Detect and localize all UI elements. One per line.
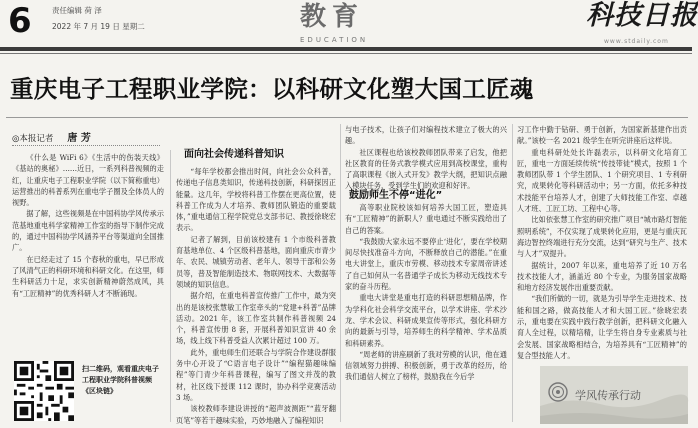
paragraph: 重电大讲堂是重电打造的科研思想精品牌，作为学科化社会科学交流平台，以学术讲座、学术沙龙、学术会议、科研成果宣传等形式，强化科研方向的最新与引导，培养师生的科学精神、学术品质和科研素养。: [345, 293, 507, 348]
paragraph: 高等职业院校该如何培养大国工匠，塑造具有“工匠精神”的新职人？重电通过不断实践给出了自己的答案。: [345, 203, 507, 235]
paragraph: 据统计，2007 年以来，重电培养了近 10 万名技术技能人才，涵盖近 80 个专业，为服务国家战略和地方经济发展作出重要贡献。: [517, 260, 687, 293]
paragraph: 据介绍，在重电科普宣传推广工作中，最为突出的是该校张慧敏工作室牵头的“党建+科普”品牌活动。2021 年，该工作室共制作科普视频 24 个，科普宣传册 8 套，开展科普知识宣讲 40 余场，线上线下科普受益人次累计超过 100 万。: [176, 291, 336, 346]
paragraph: 社区课程也给该校教师团队带来了启发，他把社区教育的任务式教学模式应用到高校课堂，重构了高职课程《嵌入式开发》教学大纲，把知识点融入模块任务，受到学生们的欢迎和好评。: [345, 147, 507, 191]
page-number: 6: [8, 1, 32, 41]
website-address: www.stdaily.com: [604, 38, 669, 45]
paragraph: “每年学校都会推出时间，向社会公众科普，传递电子信息类知识，传递科技创新，科研探因正能量。这几年，学校将科普工作摆在更高位置，使科普工作成为人才培养、教师团队锻造的重要载体，”重电通信工程学院党总支部书记、教授徐晓宏表示。: [176, 167, 336, 233]
paragraph: 比如依张慧工作室的研究推广项目“城市路灯智能照明系统”，不仅实现了成果转化应用，更是与重庆瓦海边智控终端进行充分交流，达到“研究与生产、技术与人才”双提升。: [517, 215, 687, 259]
section-title: 教育: [300, 2, 365, 32]
header-rule-thin: [0, 53, 692, 54]
article-column-2: [176, 166, 336, 424]
column-divider: [512, 124, 513, 422]
article-column-1: [12, 152, 164, 358]
paragraph: 习工作中勤于钻研、勇于创新，为国家新基建作出贡献。”该校一名 2021 级学生在听完讲座后这样说。: [517, 125, 687, 146]
article-headline: 重庆电子工程职业学院：以科研文化塑大国工匠魂: [10, 75, 534, 103]
paragraph: 记者了解到，目前该校建有 1 个市级科普教育基地单位、4 个区级科普基地，面向重庆市青少年、农民、城镇劳动者、老年人、领导干部和公务员等，普及智能制造技术、物联网技术、大数据等领域的知识信息。: [176, 234, 336, 289]
paragraph: 《什么是 WiFi 6》《生活中的伤装天线》《基站的奥秘》……近日，一系列科普视频的走红，让重庆电子工程职业学院（以下简称重电）运营推出的科普系列在重电学子圈及全体员人的视野。: [12, 153, 164, 208]
editor-line: 责任编辑 荷 泽: [52, 6, 102, 15]
issue-date: 2022 年 7 月 19 日 星期二: [52, 22, 145, 31]
paragraph: 在已经走过了 15 个春秋的重电，早已形成了风清气正的科研环境和科研文化。在这里，师生科研活力十足，求实创新精神蔚然成风，具有“工匠精神”的优秀科研人才不断涌现。: [12, 254, 164, 298]
byline: [12, 129, 91, 144]
paragraph: “我鼓励大家永远不要停止‘进化’，要在学校期间尽快找准奋斗方向，不断释放自己的潜能。”在重电大讲堂上，重庆市劳模、移动技术专家周帝讲述了自己如何从一名普通学子成长为移动无线技术专家的奋斗历程。: [345, 236, 507, 292]
paragraph: 该校教师李建设讲授的“超声波测距”“蓝牙翻页笔”等若干趣味实验，巧妙地融入了编程知识: [176, 404, 336, 425]
byline-rule: [12, 145, 160, 146]
paragraph: 据了解，这些视频是在中国科协学风传承示范基地重电科学家精神工作室的指导下制作完成的，通过中国科协学风涵养平台等渠道向全国推广。: [12, 209, 164, 253]
headline-rule: [6, 117, 688, 118]
paragraph: 重电科研处处长许磊表示，以科研文化培育工匠，重电一方面延续传统“传技带徒”模式，按照 1 个教师团队带 1 个学生团队、1 个研究项目、1 专利研究，成果转化等科研活动中；另一方面，依托多种技术技能平台培养人才，创建了大师技能工作室、卓越人才班、工匠工坊、工程中心等。: [517, 147, 687, 214]
article-column-3-top: [345, 124, 507, 191]
paragraph: “周老师的讲座刷新了我对劳模的认识，他在通信领域努力拼搏、积极创新，勇于改革的经历，给我们通信人树立了榜样，鼓励我在今后学: [345, 349, 507, 382]
paragraph: 与电子技术，让孩子们对编程技术建立了极大的兴趣。: [345, 125, 507, 146]
section-title-en: EDUCATION: [300, 36, 369, 44]
emblem-icon: [548, 382, 568, 402]
paragraph: 此外，重电师生们还联合与学院合作建设群服务中心开设了“C语言电子设计”“编程猫趣味编程”等门青少年科普课程，编写了图文并茂的教材，社区线下授课 112 课时，协办科学竞赛活动 3 场。: [176, 347, 336, 402]
paragraph: “我们所做的一切，就是为引导学生走进技术、技能和国之路，做高技能人才和大国工匠。”徐晓宏表示，重电要在实践中践行教学创新，把科研文化融入育人全过程，以精培精，让学生将自身专业素质与社会发展、国家战略相结合，为培养具有“工匠精神”的复合型技能人才。: [517, 294, 687, 360]
subheading-science-popularization: 面向社会传递科普知识: [184, 149, 284, 160]
qr-caption: 扫二维码，观看重庆电子工程职业学院科普视频《区块链》: [82, 365, 159, 395]
qr-code[interactable]: [14, 361, 74, 421]
newspaper-masthead: 科技日报: [586, 0, 698, 31]
column-divider: [340, 124, 341, 422]
photo-caption: 学风传承行动: [575, 389, 641, 402]
article-column-4: [517, 124, 687, 364]
subheading-encourage-evolution: 鼓励师生不停“进化”: [349, 190, 443, 201]
column-divider: [170, 150, 171, 422]
article-column-3: [345, 202, 507, 424]
reporter-name: 唐 芳: [67, 133, 91, 144]
byline-prefix: ◎本报记者: [12, 134, 54, 144]
header-rule: [0, 47, 692, 51]
